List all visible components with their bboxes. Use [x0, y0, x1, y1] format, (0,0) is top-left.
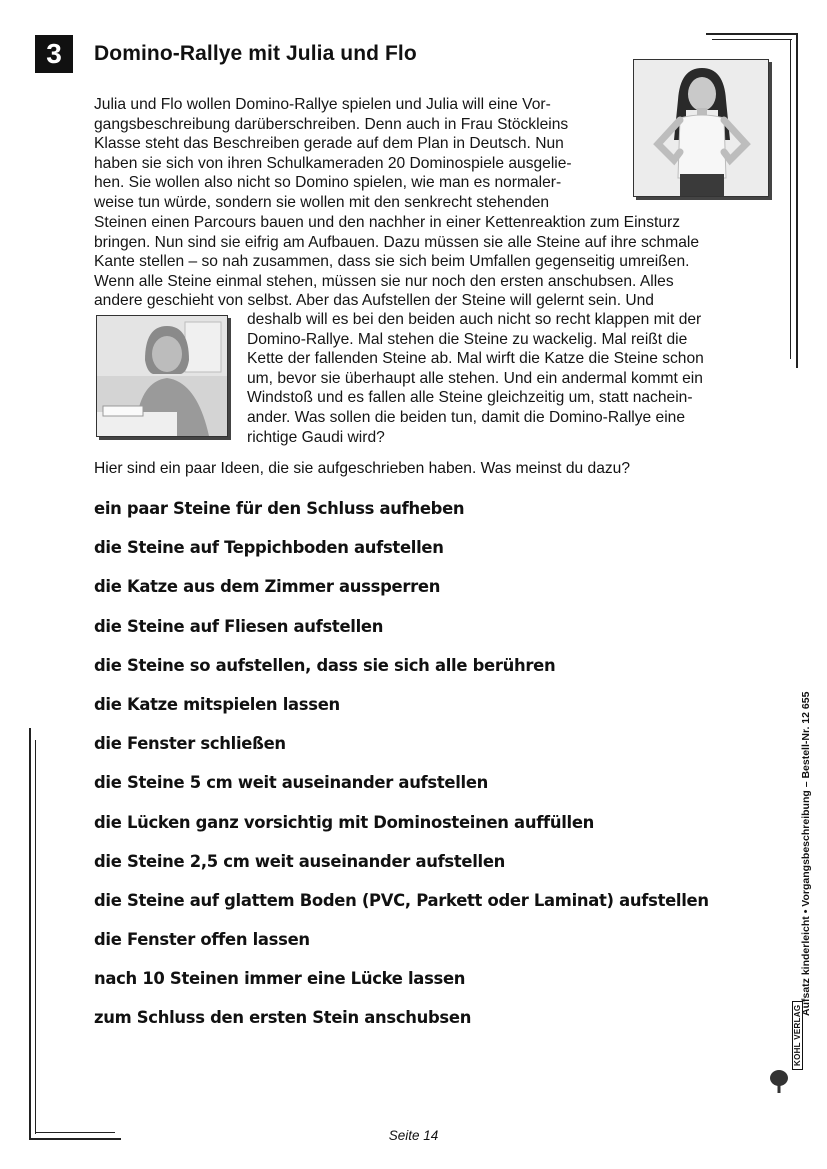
idea-item: die Steine 5 cm weit auseinander aufstellen [94, 773, 489, 793]
text-line: Kante stellen – so nah zusammen, dass sie sich beim Umfallen gegenseitig umreißen. [94, 253, 690, 271]
frame-edge-right-inner [790, 39, 791, 359]
frame-edge-left [29, 728, 31, 1140]
publisher-logo: KOHL VERLAG [792, 1001, 803, 1070]
idea-item: die Katze aus dem Zimmer aussperren [94, 577, 441, 597]
text-line: deshalb will es bei den beiden auch nicht so recht klappen mit der [247, 311, 702, 328]
ideas-list [94, 499, 709, 1048]
question-text: Hier sind ein paar Ideen, die sie aufgeschrieben haben. Was meinst du dazu? [94, 460, 631, 477]
frame-corner-top-right-inner [712, 39, 792, 40]
frame-edge-left-inner [35, 740, 36, 1134]
text-line: haben sie sich von ihren Schulkameraden 20 Dominospiele ausgelie- [94, 154, 572, 172]
text-line: Julia und Flo wollen Domino-Rallye spielen und Julia will eine Vor- [94, 96, 551, 113]
idea-item: die Lücken ganz vorsichtig mit Dominosteinen auffüllen [94, 812, 595, 832]
text-line: Wenn alle Steine einmal stehen, müssen sie nur noch den ersten anschubsen. Alles [94, 272, 674, 290]
idea-item: die Steine auf Teppichboden aufstellen [94, 538, 444, 558]
idea-item: ein paar Steine für den Schluss aufheben [94, 499, 465, 518]
text-line: Domino-Rallye. Mal stehen die Steine zu wackelig. Mal reißt die [247, 330, 688, 348]
text-line: andere geschieht von selbst. Aber das Aufstellen der Steine will gelernt sein. Und [94, 292, 654, 310]
page-title: Domino-Rallye mit Julia und Flo [94, 42, 417, 65]
exercise-number: 3 [35, 35, 73, 73]
idea-item: die Katze mitspielen lassen [94, 694, 340, 714]
idea-item: die Steine auf Fliesen aufstellen [94, 616, 384, 636]
side-imprint: Aufsatz kinderleicht • Vorgangsbeschreibung – Bestell-Nr. 12 655 [800, 691, 812, 1016]
photo-woman [96, 315, 228, 437]
intro-paragraph-middle [94, 213, 699, 311]
idea-item: die Fenster schließen [94, 734, 286, 754]
frame-corner-top-right [706, 33, 798, 35]
idea-item: die Steine so aufstellen, dass sie sich alle berühren [94, 655, 556, 675]
page-number: Seite 14 [388, 1128, 439, 1143]
idea-item: die Fenster offen lassen [94, 930, 310, 950]
intro-paragraph-bottom [247, 310, 704, 447]
tree-logo-icon [768, 1068, 790, 1094]
text-line: weise tun würde, sondern sie wollen mit den senkrecht stehenden [94, 193, 550, 211]
text-line: Kette der fallenden Steine ab. Mal wirft die Katze die Steine schon [247, 350, 704, 368]
idea-item: nach 10 Steinen immer eine Lücke lassen [94, 969, 466, 989]
photo-girl [633, 59, 769, 197]
idea-item: die Steine 2,5 cm weit auseinander aufstellen [94, 851, 506, 871]
text-line: gangsbeschreibung darüberschreiben. Denn auch in Frau Stöckleins [94, 115, 569, 133]
text-line: um, bevor sie überhaupt alle stehen. Und ein andermal kommt ein [247, 369, 703, 387]
idea-item: zum Schluss den ersten Stein anschubsen [94, 1008, 472, 1028]
text-line: Klasse steht das Beschreiben gerade auf dem Plan in Deutsch. Nun [94, 135, 564, 153]
intro-paragraph-top [94, 95, 572, 213]
text-line: bringen. Nun sind sie eifrig am Aufbauen. Dazu müssen sie alle Steine auf ihre schmale [94, 233, 700, 251]
text-line: ander. Was sollen die beiden tun, damit die Domino-Rallye eine [247, 408, 686, 426]
text-line: Windstoß und es fallen alle Steine gleichzeitig um, statt nachein- [247, 389, 693, 407]
text-line: Steinen einen Parcours bauen und den nachher in einer Kettenreaktion zum Einsturz [94, 214, 681, 231]
frame-edge-right [796, 33, 798, 368]
idea-item: die Steine auf glattem Boden (PVC, Parkett oder Laminat) aufstellen [94, 890, 709, 910]
text-line: richtige Gaudi wird? [247, 428, 385, 446]
text-line: hen. Sie wollen also nicht so Domino spielen, wie man es normaler- [94, 174, 562, 192]
